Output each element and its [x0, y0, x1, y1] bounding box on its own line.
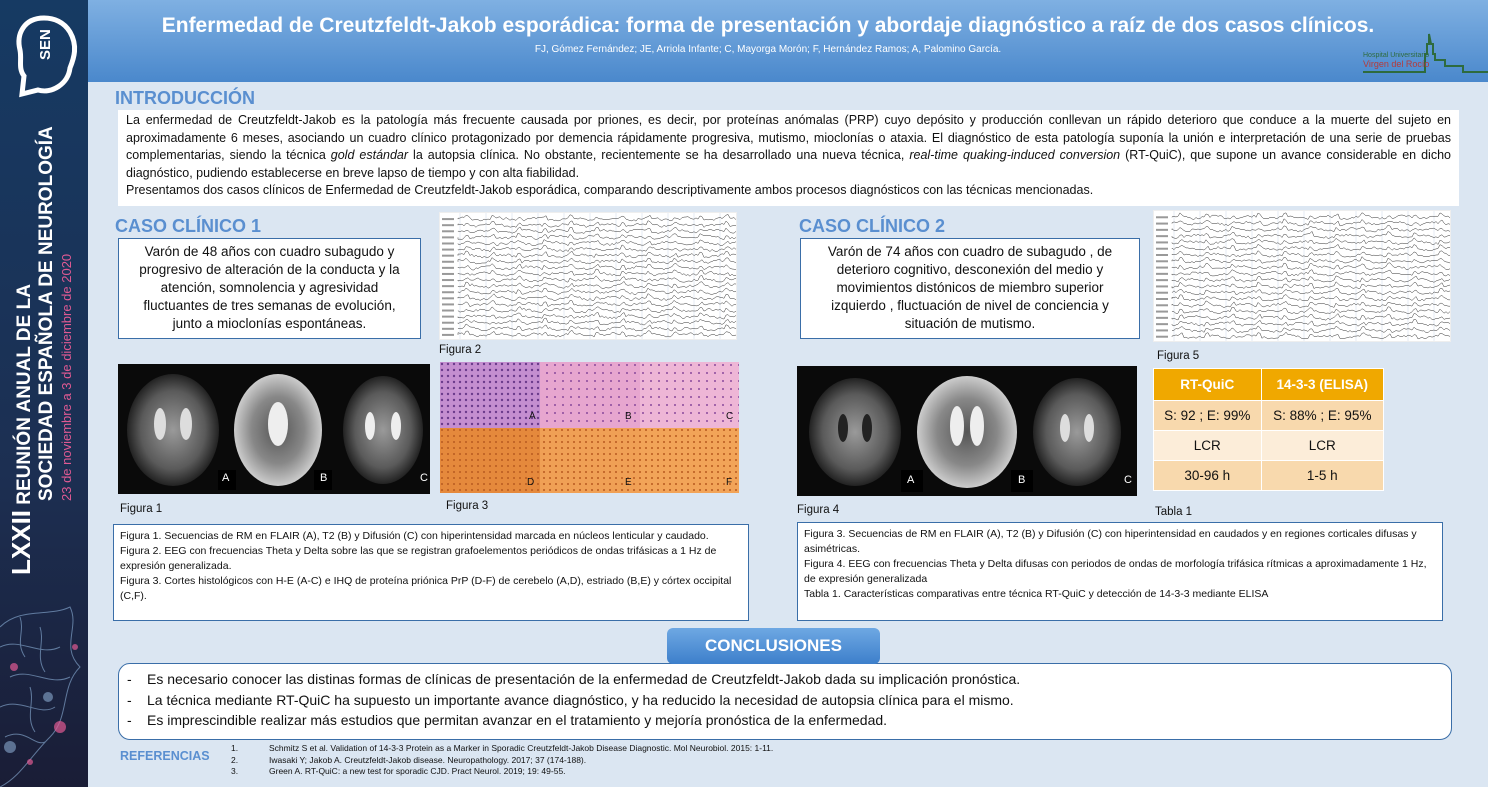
- eeg-channel-trace: [458, 318, 736, 325]
- conference-title: [6, 126, 76, 575]
- eeg-channel-trace: [1172, 332, 1450, 339]
- case1-legend-1: Figura 1. Secuencias de RM en FLAIR (A), T2 (B) y Difusión (C) con hiperintensidad marcada en núcleos lenticular y caudado.: [120, 530, 709, 542]
- eeg-channel-label: [1156, 267, 1168, 269]
- conclusions-title: CONCLUSIONES: [667, 628, 880, 664]
- eeg-channel-trace: [1172, 231, 1450, 238]
- eeg-channel-label: [1156, 317, 1168, 319]
- eeg-channel-trace: [458, 306, 736, 312]
- eeg-channel-label: [442, 316, 454, 318]
- eeg-channel-label: [1156, 336, 1168, 338]
- eeg-channel-trace: [1172, 282, 1450, 289]
- eeg-channel-trace: [458, 324, 736, 331]
- eeg-channel-label: [1156, 260, 1168, 262]
- brain-decoration: [0, 587, 88, 787]
- eeg-channel-label: [442, 255, 454, 257]
- reference-item: 3. Green A. RT-QuiC: a new test for sporadic CJD. Pract Neurol. 2019; 19: 49-55.: [231, 766, 566, 776]
- figure3-label-e: E: [625, 477, 632, 488]
- eeg-channel-label: [1156, 254, 1168, 256]
- eeg-channel-trace: [458, 276, 736, 283]
- eeg-channel-label: [442, 236, 454, 238]
- eeg-channel-trace: [1172, 213, 1450, 220]
- eeg-channel-label: [1156, 241, 1168, 243]
- eeg-channel-trace: [1172, 257, 1450, 264]
- conclusion-item: - Es imprescindible realizar más estudios que permitan avanzar en el tratamiento y mejoría pronóstica de la enfermedad.: [127, 712, 888, 728]
- mri-scans-1: [118, 364, 430, 494]
- eeg-channel-label: [442, 224, 454, 226]
- eeg-channel-label: [1156, 329, 1168, 331]
- conference-dates: 23 de noviembre a 3 de diciembre de 2020: [59, 253, 74, 501]
- conclusion-item: - La técnica mediante RT-QuiC ha supuesto un importante avance diagnóstico, y ha reducido la necesidad de autopsia clínica para el mismo.: [127, 691, 1014, 708]
- figure3-label-a: A: [529, 411, 536, 422]
- authors: FJ, Gómez Fernández; JE, Arriola Infante; C, Mayorga Morón; F, Hernández Ramos; A, Palomino García.: [534, 44, 1002, 55]
- eeg-channel-trace: [1172, 326, 1450, 333]
- eeg-channel-label: [442, 291, 454, 293]
- case1-description: Varón de 48 años con cuadro subagudo y progresivo de alteración de la conducta y la atención, somnolencia y agresividad fluctuantes de tres semanas de evolución, junto a mioclonías espontáneas.: [118, 238, 421, 339]
- case1-legend: [113, 524, 749, 621]
- eeg-channel-label: [442, 261, 454, 263]
- eeg-channel-trace: [458, 269, 736, 276]
- hospital-logo: [1363, 30, 1488, 78]
- conference-line2: SOCIEDAD ESPAÑOLA DE NEUROLOGÍA: [36, 126, 57, 501]
- eeg-channel-trace: [1172, 219, 1450, 226]
- eeg-channel-label: [1156, 304, 1168, 306]
- eeg-channel-trace: [458, 281, 736, 288]
- figure3-caption: Figura 3: [446, 500, 489, 512]
- eeg-channel-label: [442, 230, 454, 232]
- eeg-channel-label: [1156, 216, 1168, 218]
- eeg-channel-trace: [458, 240, 736, 246]
- eeg-channel-trace: [458, 300, 736, 306]
- eeg-channel-label: [442, 334, 454, 336]
- figure4-caption: Figura 4: [797, 504, 840, 516]
- figure1-caption: Figura 1: [120, 503, 163, 515]
- header: [88, 0, 1488, 82]
- case2-legend-3: Tabla 1. Características comparativas entre técnica RT-QuiC y detección de 14-3-3 mediante ELISA: [804, 588, 1269, 600]
- sidebar: [0, 0, 88, 787]
- sen-logo-text: SEN: [37, 29, 54, 60]
- sen-logo: [8, 10, 80, 100]
- eeg-channel-label: [442, 303, 454, 305]
- eeg-channel-label: [1156, 229, 1168, 231]
- eeg-channel-trace: [458, 245, 736, 252]
- table-cell: 30-96 h: [1154, 461, 1262, 491]
- eeg-channel-trace: [1172, 238, 1450, 245]
- eeg-trace-1: [440, 213, 737, 340]
- intro-paragraph-1: La enfermedad de Creutzfeldt-Jakob es la patología más frecuente causada por priones, es decir, por proteínas anómalas (PRP) cuyo depósito y producción conllevan un rápido deterioro que conduce a la muerte del sujeto en aproximadamente 6 meses, asociando un cuadro clínico protagonizado por demencia rápidamente progresiva, mutismo, mioclonías o ataxia. El diagnóstico de esta patología suponía la unión e interpretación de una serie de pruebas complementarias, siendo la técnica gold estándar la autopsia clínica. No obstante, recientemente se ha desarrollado una nueva técnica, real-time quaking-induced conversion (RT-QuiC), que supone un avance considerable en dicho diagnóstico, pudiendo establecerse en breve lapso de tiempo y con alta fiabilidad.: [126, 113, 1451, 180]
- eeg-channel-label: [442, 285, 454, 287]
- figure3-label-b: B: [625, 411, 632, 422]
- table-cell: LCR: [1154, 431, 1262, 461]
- eeg-channel-label: [1156, 298, 1168, 300]
- eeg-channel-label: [442, 322, 454, 324]
- eeg-channel-trace: [458, 233, 736, 240]
- case2-description: Varón de 74 años con cuadro de subagudo , de deterioro cognitivo, desconexión del medio y movimientos distónicos de miembro superior izquierdo , fluctuación de nivel de conciencia y situación de mutismo.: [800, 238, 1140, 339]
- conference-roman: LXXII: [6, 509, 36, 575]
- hospital-line2: Virgen del Rocío: [1363, 59, 1430, 69]
- eeg-channel-trace: [1172, 288, 1450, 295]
- eeg-channel-label: [1156, 323, 1168, 325]
- figure1-label-b: B: [320, 472, 328, 484]
- table-cell: S: 92 ; E: 99%: [1154, 401, 1262, 431]
- case2-legend-2: Figura 4. EEG con frecuencias Theta y Delta difusas con periodos de ondas de morfología trifásica rítmicas a aproximadamente 1 Hz, de expresión generalizada: [804, 558, 1427, 585]
- references-list: [231, 743, 773, 778]
- eeg-channel-label: [1156, 285, 1168, 287]
- eeg-channel-trace: [458, 288, 736, 295]
- eeg-channel-trace: [458, 313, 736, 320]
- comparison-table: [1153, 368, 1384, 491]
- eeg-channel-label: [1156, 311, 1168, 313]
- figure3-label-c: C: [726, 411, 734, 422]
- conference-line1: REUNIÓN ANUAL DE LA: [14, 284, 35, 505]
- eeg-channel-trace: [1172, 276, 1450, 282]
- figure4-label-a: A: [907, 474, 915, 486]
- eeg-channel-label: [1156, 292, 1168, 294]
- eeg-channel-trace: [1172, 251, 1450, 257]
- case2-title: CASO CLÍNICO 2: [799, 216, 946, 236]
- table1-caption: Tabla 1: [1155, 506, 1193, 518]
- eeg-channel-label: [442, 218, 454, 220]
- eeg-channel-label: [442, 273, 454, 275]
- intro-box: [118, 110, 1459, 206]
- conclusions-box: [118, 663, 1452, 740]
- table-cell: LCR: [1261, 431, 1383, 461]
- references-title: REFERENCIAS: [120, 749, 210, 763]
- eeg-channel-trace: [1172, 301, 1450, 308]
- figure2-caption: Figura 2: [439, 344, 482, 356]
- eeg-channel-label: [442, 267, 454, 269]
- eeg-channel-label: [442, 297, 454, 299]
- eeg-channel-trace: [458, 215, 736, 222]
- figure3-histology: [440, 362, 739, 493]
- figure1-label-c: C: [420, 472, 428, 484]
- intro-paragraph-2: Presentamos dos casos clínicos de Enfermedad de Creutzfeldt-Jakob esporádica, comparando descriptivamente ambos procesos diagnósticos con las técnicas mencionadas.: [126, 183, 1094, 197]
- poster-title: Enfermedad de Creutzfeldt-Jakob esporádica: forma de presentación y abordaje diagnóstico a raíz de dos casos clínicos.: [161, 14, 1375, 37]
- eeg-channel-label: [1156, 235, 1168, 237]
- eeg-channel-label: [442, 279, 454, 281]
- histology-panels: [440, 362, 739, 493]
- intro-title: INTRODUCCIÓN: [115, 88, 255, 108]
- mri-scans-2: [797, 366, 1137, 496]
- figure5-eeg: [1153, 210, 1451, 342]
- eeg-channel-trace: [458, 227, 736, 233]
- reference-item: 1. Schmitz S et al. Validation of 14-3-3 Protein as a Marker in Sporadic Creutzfeldt-Jakob Disease Diagnostic. Mol Neurobiol. 2015: 1-11.: [231, 743, 774, 753]
- eeg-channel-label: [442, 328, 454, 330]
- figure1-mri: [118, 364, 430, 494]
- eeg-channel-trace: [458, 251, 736, 258]
- eeg-channel-trace: [1172, 225, 1450, 232]
- figure4-mri: [797, 366, 1137, 496]
- figure4-label-c: C: [1124, 474, 1132, 486]
- figure2-eeg: [439, 212, 737, 340]
- reference-item: 2. Iwasaki Y; Jakob A. Creutzfeldt-Jakob disease. Neuropathology. 2017; 37 (174-188).: [231, 754, 587, 765]
- eeg-channel-trace: [1172, 295, 1450, 301]
- case2-legend-1: Figura 3. Secuencias de RM en FLAIR (A), T2 (B) y Difusión (C) con hiperintensidad en caudados y en regiones corticales difusas y asimétricas.: [804, 528, 1417, 555]
- figure5-caption: Figura 5: [1157, 350, 1200, 362]
- eeg-channel-label: [1156, 273, 1168, 275]
- table-header-rtquic: RT-QuiC: [1154, 369, 1262, 401]
- eeg-channel-trace: [458, 294, 736, 301]
- figure1-label-a: A: [222, 472, 230, 484]
- hospital-line1: Hospital Universitario: [1363, 52, 1430, 59]
- table-cell: S: 88% ; E: 95%: [1261, 401, 1383, 431]
- eeg-channel-trace: [458, 258, 736, 264]
- table-cell: 1-5 h: [1261, 461, 1383, 491]
- eeg-channel-label: [1156, 248, 1168, 250]
- eeg-channel-label: [442, 242, 454, 244]
- figure3-label-d: D: [527, 477, 535, 488]
- eeg-trace-2: [1154, 211, 1451, 342]
- eeg-channel-trace: [1172, 319, 1450, 326]
- figure3-label-f: F: [726, 477, 733, 488]
- case1-legend-2: Figura 2. EEG con frecuencias Theta y Delta sobre las que se registran grafoelementos periódicos de ondas trifásicas a 1 Hz de expresión generalizada.: [120, 545, 717, 572]
- eeg-channel-trace: [1172, 307, 1450, 314]
- eeg-channel-label: [1156, 223, 1168, 225]
- eeg-channel-trace: [1172, 314, 1450, 321]
- eeg-channel-trace: [458, 221, 736, 228]
- eeg-channel-label: [442, 249, 454, 251]
- eeg-channel-label: [442, 310, 454, 312]
- eeg-channel-trace: [1172, 263, 1450, 270]
- eeg-channel-label: [1156, 279, 1168, 281]
- conclusion-item: - Es necesario conocer las distinas formas de clínicas de presentación de la enfermedad de Creutzfeldt-Jakob dada su implicación pronóstica.: [127, 671, 1021, 687]
- table-header-elisa: 14-3-3 (ELISA): [1261, 369, 1383, 401]
- eeg-channel-trace: [1172, 244, 1450, 251]
- eeg-channel-trace: [1172, 270, 1450, 276]
- case1-title: CASO CLÍNICO 1: [115, 216, 262, 236]
- case2-legend: [797, 522, 1443, 621]
- case1-legend-3: Figura 3. Cortes histológicos con H-E (A-C) e IHQ de proteína priónica PrP (D-F) de cerebelo (A,D), estriado (B,E) y córtex occipital (C,F).: [120, 575, 732, 602]
- figure4-label-b: B: [1018, 474, 1026, 486]
- eeg-channel-trace: [458, 330, 736, 337]
